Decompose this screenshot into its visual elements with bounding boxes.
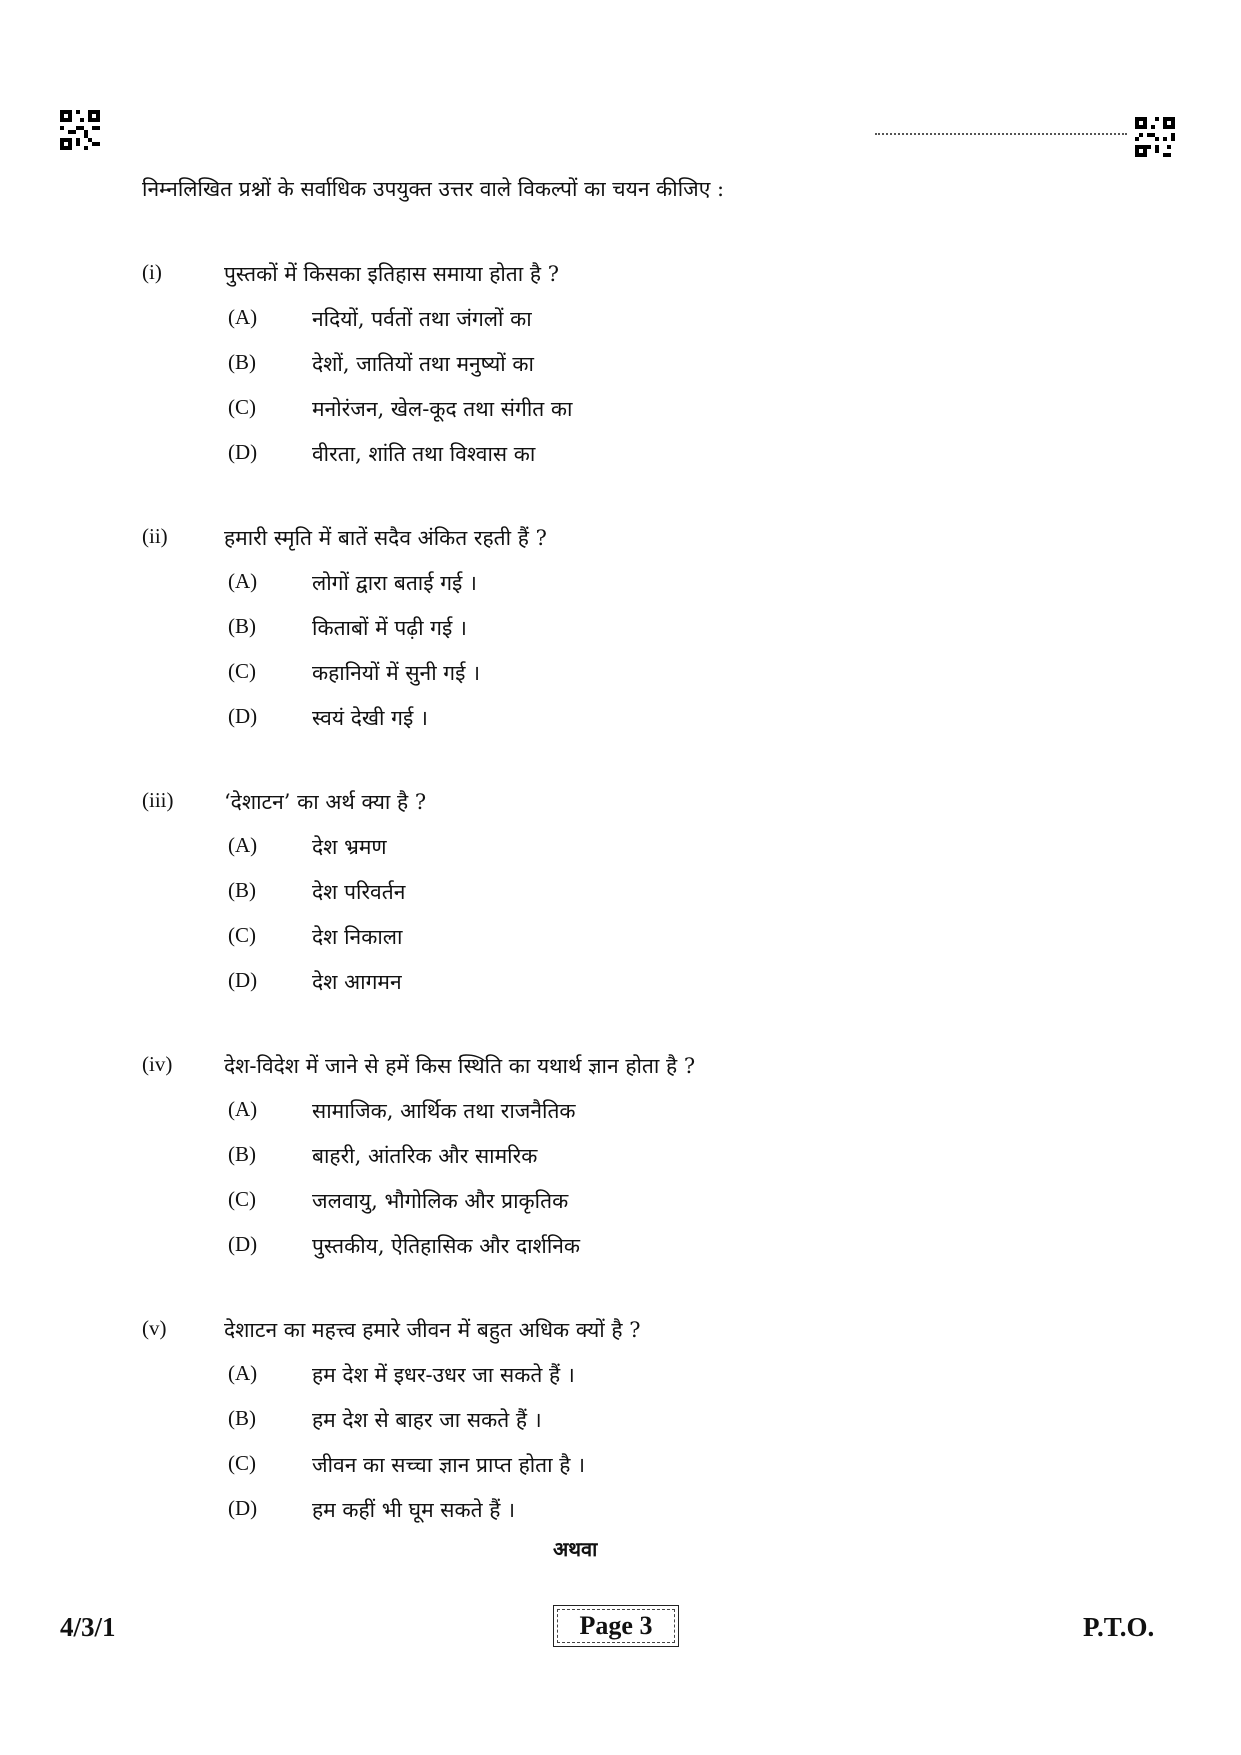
- option-letter: (B): [228, 350, 256, 374]
- qr-code-left: [60, 110, 100, 150]
- qr-code-right: [1135, 117, 1175, 157]
- option-text: स्वयं देखी गई ।: [312, 706, 428, 730]
- option-letter: (A): [228, 1097, 258, 1121]
- question-text: ‘देशाटन’ का अर्थ क्या है ?: [224, 790, 427, 814]
- option-letter: (D): [228, 440, 258, 464]
- option-text: पुस्तकीय, ऐतिहासिक और दार्शनिक: [312, 1234, 581, 1258]
- or-separator: अथवा: [553, 1537, 598, 1561]
- option-letter: (A): [228, 1361, 258, 1385]
- page-number: Page 3: [557, 1609, 675, 1643]
- option-letter: (C): [228, 395, 256, 419]
- option-text: किताबों में पढ़ी गई ।: [312, 616, 467, 640]
- page-number-box: [553, 1605, 679, 1647]
- option-text: देशों, जातियों तथा मनुष्यों का: [312, 352, 534, 376]
- option-text: नदियों, पर्वतों तथा जंगलों का: [312, 307, 532, 331]
- option-letter: (A): [228, 833, 258, 857]
- option-text: मनोरंजन, खेल-कूद तथा संगीत का: [312, 397, 573, 421]
- question-text: हमारी स्मृति में बातें सदैव अंकित रहती हैं ?: [224, 526, 547, 550]
- option-letter: (D): [228, 968, 258, 992]
- option-text: देश आगमन: [312, 970, 402, 994]
- option-letter: (A): [228, 569, 258, 593]
- question-number: (v): [142, 1316, 167, 1340]
- question-text: देशाटन का महत्त्व हमारे जीवन में बहुत अधिक क्यों है ?: [224, 1318, 641, 1342]
- option-text: देश भ्रमण: [312, 835, 387, 859]
- option-text: जीवन का सच्चा ज्ञान प्राप्त होता है ।: [312, 1453, 586, 1477]
- option-letter: (D): [228, 1232, 258, 1256]
- question-text: देश-विदेश में जाने से हमें किस स्थिति का यथार्थ ज्ञान होता है ?: [224, 1054, 696, 1078]
- option-letter: (A): [228, 305, 258, 329]
- option-letter: (D): [228, 704, 258, 728]
- paper-code: 4/3/1: [60, 1612, 116, 1642]
- option-text: वीरता, शांति तथा विश्वास का: [312, 442, 536, 466]
- option-text: देश परिवर्तन: [312, 880, 406, 904]
- option-letter: (B): [228, 1142, 256, 1166]
- option-letter: (C): [228, 1187, 256, 1211]
- question-text: पुस्तकों में किसका इतिहास समाया होता है ?: [224, 262, 559, 286]
- option-letter: (C): [228, 923, 256, 947]
- option-letter: (B): [228, 1406, 256, 1430]
- option-text: सामाजिक, आर्थिक तथा राजनैतिक: [312, 1099, 576, 1123]
- option-letter: (C): [228, 1451, 256, 1475]
- pto-label: P.T.O.: [1083, 1612, 1155, 1642]
- option-text: लोगों द्वारा बताई गई ।: [312, 571, 477, 595]
- option-letter: (C): [228, 659, 256, 683]
- option-letter: (B): [228, 614, 256, 638]
- instruction-text: निम्नलिखित प्रश्नों के सर्वाधिक उपयुक्त उत्तर वाले विकल्पों का चयन कीजिए :: [142, 177, 725, 201]
- option-text: बाहरी, आंतरिक और सामरिक: [312, 1144, 538, 1168]
- option-text: हम देश में इधर-उधर जा सकते हैं ।: [312, 1363, 575, 1387]
- header-dotted-line: [875, 133, 1127, 135]
- option-text: जलवायु, भौगोलिक और प्राकृतिक: [312, 1189, 569, 1213]
- question-number: (iv): [142, 1052, 173, 1076]
- option-text: हम देश से बाहर जा सकते हैं ।: [312, 1408, 542, 1432]
- question-number: (iii): [142, 788, 174, 812]
- option-text: हम कहीं भी घूम सकते हैं ।: [312, 1498, 516, 1522]
- question-number: (i): [142, 260, 162, 284]
- option-text: देश निकाला: [312, 925, 403, 949]
- option-letter: (D): [228, 1496, 258, 1520]
- question-number: (ii): [142, 524, 168, 548]
- option-text: कहानियों में सुनी गई ।: [312, 661, 481, 685]
- option-letter: (B): [228, 878, 256, 902]
